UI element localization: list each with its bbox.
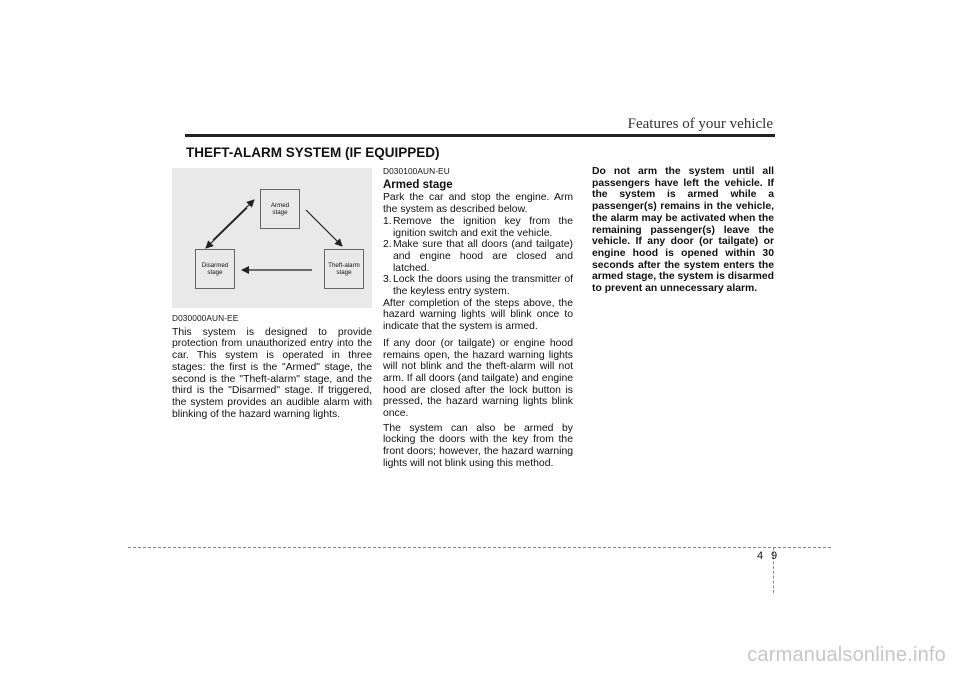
step-text: Make sure that all doors (and tailgate) and engine hood are closed and latched. <box>393 239 573 274</box>
arming-step <box>383 216 573 239</box>
step-number: 2. <box>383 239 392 251</box>
step-number: 3. <box>383 274 392 286</box>
intro-reference-code: D030000AUN-EE <box>172 313 239 323</box>
arrow-disarmed-to-armed <box>213 200 254 240</box>
intro-paragraph: This system is designed to provide protection from unauthorized entry into the car. This system is operated in three stages: the first is the "Armed" stage, the second is the "Theft-alarm" stage, and the third is the "Disarmed" stage. If triggered, the system provides an audible alarm with blinking of the hazard warning lights. <box>172 326 372 420</box>
theft-stage-label-line2: stage <box>336 269 352 276</box>
armed-key-lock-paragraph: The system can also be armed by locking the doors with the key from the front doors; however, the hazard warning lights will not blink using this method. <box>383 422 573 469</box>
arming-step <box>383 274 573 297</box>
arrow-armed-to-theft <box>306 210 342 246</box>
header-rule <box>185 134 775 137</box>
running-header-title: Features of your vehicle <box>627 116 773 132</box>
armed-stage-box <box>260 189 300 229</box>
section-number: 4 <box>757 550 764 562</box>
step-text: Remove the ignition key from the ignition switch and exit the vehicle. <box>393 215 573 239</box>
armed-confirmation-paragraph: After completion of the steps above, the hazard warning lights will blink once to indicate that the system is armed. <box>383 297 573 333</box>
disarmed-stage-label-line2: stage <box>207 269 223 276</box>
theft-stage-label-line1: Theft-alarm <box>328 261 360 269</box>
page-number <box>757 550 777 562</box>
armed-stage-label-line1: Armed <box>270 201 290 209</box>
armed-reference-code: D030100AUN-EU <box>383 166 450 176</box>
disarmed-stage-label-line1: Disarmed <box>201 261 229 269</box>
armed-open-door-paragraph: If any door (or tailgate) or engine hood remains open, the hazard warning lights will not blink and the theft-alarm will not arm. If all doors (and tailgate) and engine hood are closed after the lock button is pressed, the hazard warning lights blink once. <box>383 337 573 420</box>
section-heading: THEFT-ALARM SYSTEM (IF EQUIPPED) <box>186 145 440 160</box>
page-number-value: 9 <box>771 550 778 562</box>
disarmed-stage-box <box>195 249 235 289</box>
arrow-armed-to-disarmed <box>206 208 247 248</box>
armed-stage-label-line2: stage <box>272 209 288 216</box>
theft-alarm-stage-box <box>324 249 364 289</box>
watermark: carmanualsonline.info <box>747 644 946 666</box>
step-number: 1. <box>383 215 392 227</box>
armed-intro-paragraph: Park the car and stop the engine. Arm the system as described below. <box>383 192 573 216</box>
arming-step <box>383 239 573 274</box>
step-text: Lock the doors using the transmitter of the keyless entry system. <box>393 274 573 298</box>
alarm-stage-diagram <box>172 168 372 308</box>
footer-rule <box>128 547 831 548</box>
intro-column <box>172 313 372 425</box>
warning-paragraph: Do not arm the system until all passengers have left the vehicle. If the system is armed while a passenger(s) remains in the vehicle, the alarm may be activated when the remaining passenger(s) leave the vehicle. If any door (or tailgate) or engine hood is opened within 30 seconds after the system enters the armed stage, the system is disarmed to prevent an unnecessary alarm. <box>592 166 774 295</box>
arming-steps-list <box>383 216 573 298</box>
armed-stage-heading: Armed stage <box>383 178 453 191</box>
armed-stage-column <box>383 166 573 475</box>
warning-column <box>592 166 774 300</box>
